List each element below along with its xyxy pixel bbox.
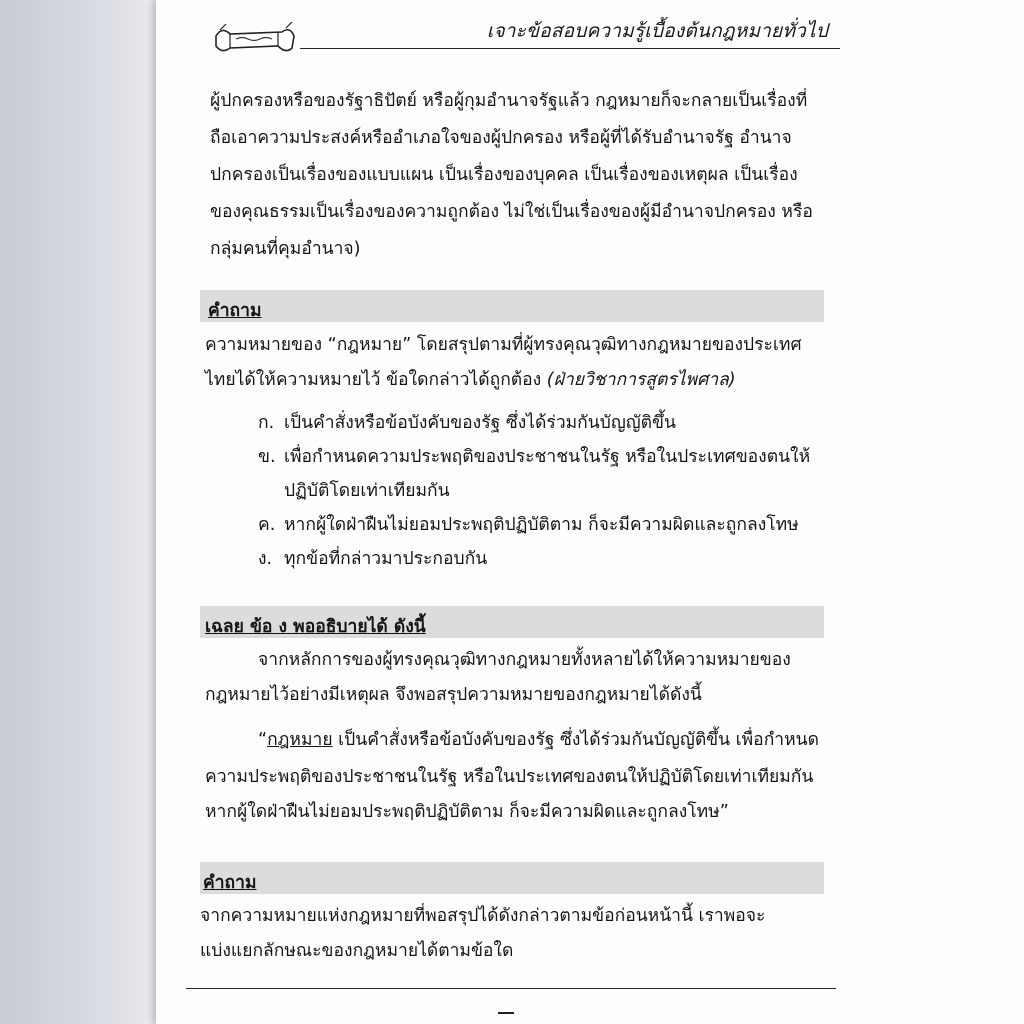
answer-text: จากหลักการของผู้ทรงคุณวุฒิทางกฎหมายทั้งหลายได้ให้ความหมายของ — [258, 650, 791, 670]
question-text — [205, 362, 736, 399]
option-text: หากผู้ใดฝ่าฝืนไม่ยอมประพฤติปฏิบัติตาม ก็จะมีความผิดและถูกลงโทษ — [284, 515, 799, 535]
definition-quote-line: หากผู้ใดฝ่าฝืนไม่ยอมประพฤติปฏิบัติตาม ก็จะมีความผิดและถูกลงโทษ” — [205, 802, 729, 822]
option-letter: ข. — [258, 447, 276, 467]
option-letter: ก. — [258, 413, 275, 433]
option-text: เป็นคำสั่งหรือข้อบังคับของรัฐ ซึ่งได้ร่วมกันบัญญัติขึ้น — [284, 413, 676, 433]
book-logo-icon — [212, 22, 296, 56]
quote-text: เป็นคำสั่งหรือข้อบังคับของรัฐ ซึ่งได้ร่วมกันบัญญัติขึ้น เพื่อกำหนด — [332, 730, 819, 750]
answer-option — [258, 510, 799, 538]
question-label: คำถาม — [208, 301, 262, 321]
question-label: คำถาม — [203, 873, 257, 893]
answer-option — [258, 442, 810, 470]
question-text: ความหมายของ “กฎหมาย” โดยสรุปตามที่ผู้ทรงคุณวุฒิทางกฎหมายของประเทศ — [205, 335, 802, 355]
intro-line: ถือเอาความประสงค์หรืออำเภอใจของผู้ปกครอง หรือผู้ที่ได้รับอำนาจรัฐ อำนาจ — [210, 128, 792, 148]
definition-quote-line: ความประพฤติของประชาชนในรัฐ หรือในประเทศของตนให้ปฏิบัติโดยเท่าเทียมกัน — [205, 767, 814, 787]
option-text-continued: ปฏิบัติโดยเท่าเทียมกัน — [284, 481, 450, 501]
question-text-part: ไทยได้ให้ความหมายไว้ ข้อใดกล่าวได้ถูกต้อง — [205, 370, 542, 390]
running-header-title: เจาะข้อสอบความรู้เบื้องต้นกฎหมายทั่วไป — [486, 20, 828, 42]
intro-line: ของคุณธรรมเป็นเรื่องของความถูกต้อง ไม่ใช่เป็นเรื่องของผู้มีอำนาจปกครอง หรือ — [210, 202, 813, 222]
answer-option — [258, 544, 487, 572]
option-text: เพื่อกำหนดความประพฤติของประชาชนในรัฐ หรือในประเทศของตนให้ — [284, 447, 811, 467]
answer-text: กฎหมายไว้อย่างมีเหตุผล จึงพอสรุปความหมายของกฎหมายได้ดังนี้ — [205, 685, 702, 705]
definition-quote-line — [258, 722, 819, 759]
footer-divider — [186, 988, 836, 989]
page-number-fragment — [498, 1012, 514, 1018]
header-divider — [300, 48, 840, 49]
intro-line: กลุ่มคนที่คุมอำนาจ) — [210, 239, 361, 259]
option-letter: ค. — [258, 515, 276, 535]
question-text: แบ่งแยกลักษณะของกฎหมายได้ตามข้อใด — [200, 941, 514, 961]
option-text: ทุกข้อที่กล่าวมาประกอบกัน — [284, 549, 488, 569]
intro-line: ผู้ปกครองหรือของรัฐาธิปัตย์ หรือผู้กุมอำนาจรัฐแล้ว กฎหมายก็จะกลายเป็นเรื่องที่ — [210, 91, 808, 111]
quote-mark: “ — [258, 730, 268, 750]
question-text: จากความหมายแห่งกฎหมายที่พอสรุปได้ดังกล่าวตามข้อก่อนหน้านี้ เราพอจะ — [200, 906, 766, 926]
intro-line: ปกครองเป็นเรื่องของแบบแผน เป็นเรื่องของบุคคล เป็นเรื่องของเหตุผล เป็นเรื่อง — [210, 165, 798, 185]
answer-option — [258, 408, 676, 436]
question-highlight-bar — [200, 290, 824, 322]
question-reference: (ฝ่ายวิชาการสูตรไพศาล) — [546, 370, 736, 390]
question-highlight-bar — [200, 862, 824, 894]
option-letter: ง. — [258, 549, 273, 569]
definition-term: กฎหมาย — [267, 730, 333, 750]
page-margin-shadow — [0, 0, 160, 1024]
answer-label: เฉลย ข้อ ง พออธิบายได้ ดังนี้ — [205, 617, 426, 637]
